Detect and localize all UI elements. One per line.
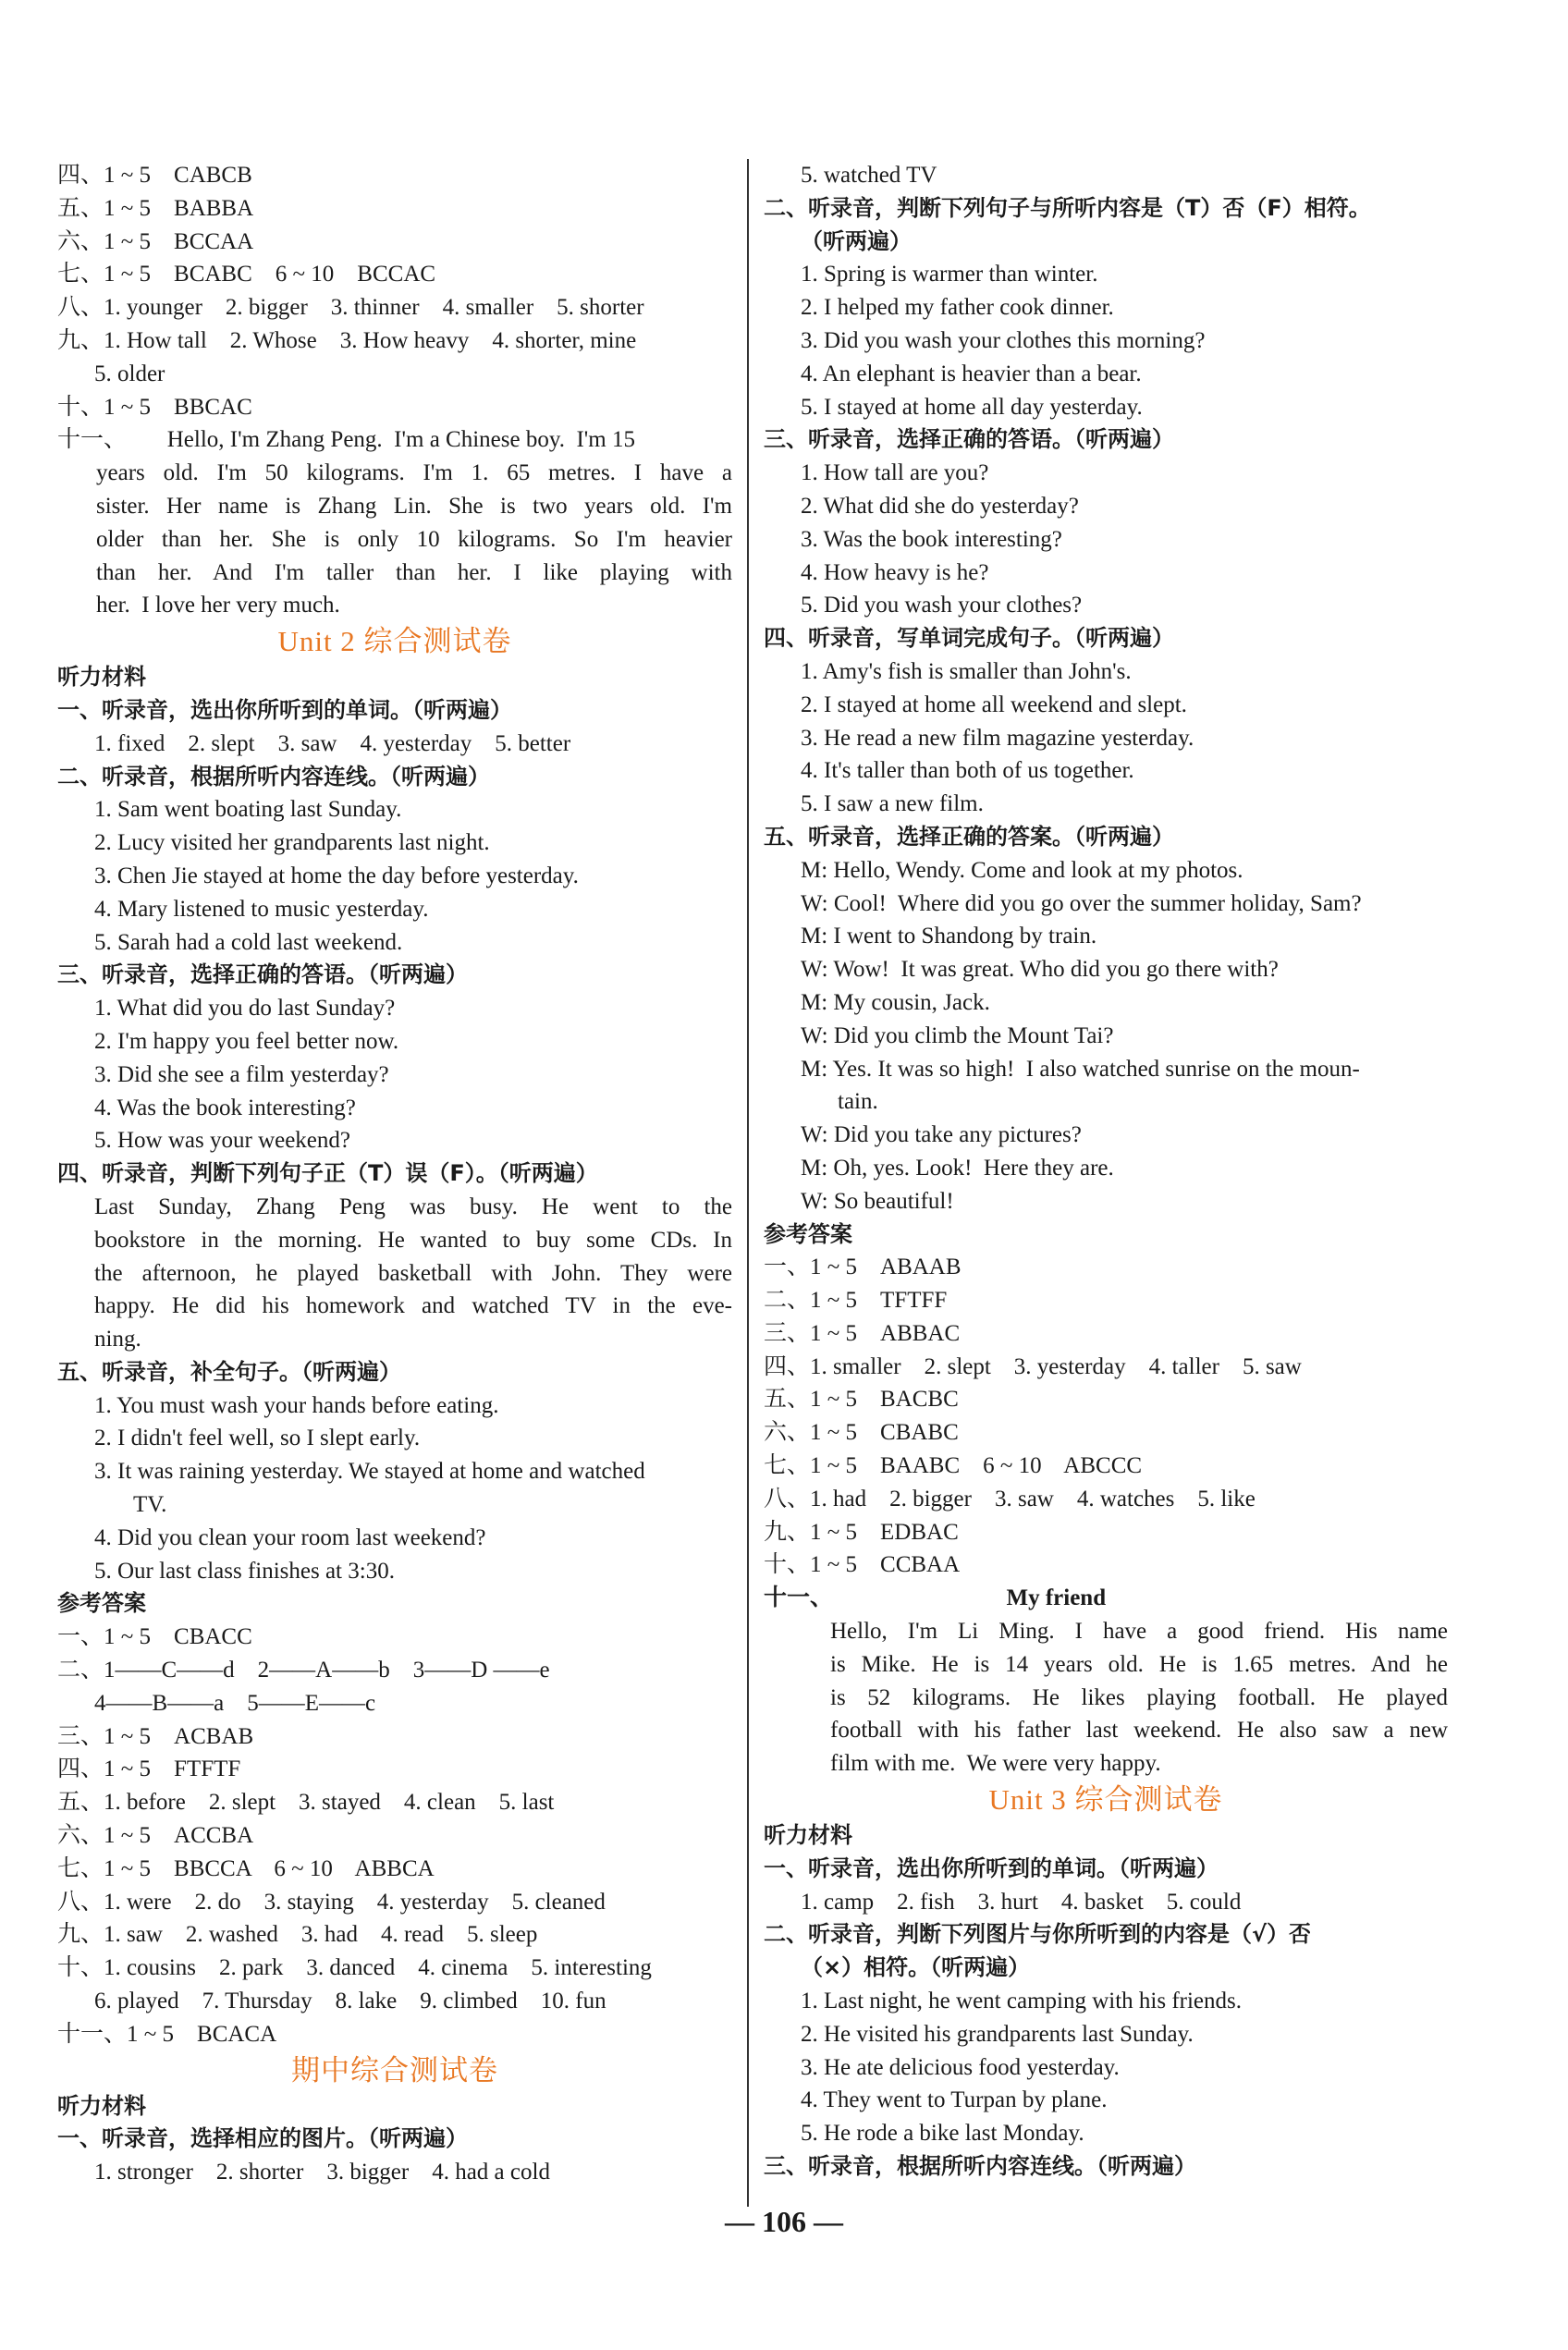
section-heading: 五、听录音，选择正确的答案。（听两遍） bbox=[764, 823, 1174, 850]
text-line: 4. How heavy is he? bbox=[801, 559, 989, 585]
text-line: TV. bbox=[133, 1492, 167, 1518]
text-line: 三、1 ~ 5 ABBAC bbox=[764, 1320, 961, 1346]
text-line: 3. He ate delicious food yesterday. bbox=[801, 2054, 1120, 2080]
section-heading: 四、听录音，判断下列句子正（T）误（F）。（听两遍） bbox=[57, 1160, 598, 1187]
text-line: 3. Did you wash your clothes this morning? bbox=[801, 327, 1206, 353]
section-heading: 二、听录音，判断下列图片与你所听到的内容是（√）否 bbox=[764, 1921, 1312, 1948]
text-line: M: My cousin, Jack. bbox=[801, 989, 990, 1015]
text-line: 八、1. younger 2. bigger 3. thinner 4. smaller 5. shorter bbox=[57, 295, 644, 321]
text-line: Last Sunday, Zhang Peng was busy. He went to the bbox=[94, 1193, 732, 1219]
text-line: M: I went to Shandong by train. bbox=[801, 924, 1097, 949]
text-line: M: Yes. It was so high! I also watched sunrise on the moun- bbox=[801, 1056, 1360, 1082]
section-title: Unit 2 综合测试卷 bbox=[277, 625, 512, 658]
text-line: 4. An elephant is heavier than a bear. bbox=[801, 361, 1142, 386]
text-line: 三、1 ~ 5 ACBAB bbox=[57, 1723, 254, 1749]
text-line: older than her. She is only 10 kilograms. So I'm heavier bbox=[96, 526, 732, 552]
text-line: 2. I helped my father cook dinner. bbox=[801, 295, 1114, 321]
text-line: Hello, I'm Li Ming. I have a good friend. His name bbox=[830, 1619, 1448, 1645]
text-line: happy. He did his homework and watched TV in the eve- bbox=[94, 1293, 732, 1319]
text-line: 六、1 ~ 5 BCCAA bbox=[57, 228, 254, 254]
text-line: 5. Sarah had a cold last weekend. bbox=[94, 929, 403, 955]
text-line: 二、1——C——d 2——A——b 3——D ——e bbox=[57, 1658, 550, 1683]
section-heading: 一、听录音，选择相应的图片。（听两遍） bbox=[57, 2125, 468, 2152]
text-line: 十、1 ~ 5 BBCAC bbox=[57, 394, 252, 420]
text-line: 1. Last night, he went camping with his friends. bbox=[801, 1989, 1243, 2014]
text-line: 五、1. before 2. slept 3. stayed 4. clean 5. last bbox=[57, 1790, 555, 1816]
section-title: Unit 3 综合测试卷 bbox=[988, 1783, 1223, 1817]
page-number: — 106 — bbox=[725, 2205, 843, 2238]
section-heading: 参考答案 bbox=[764, 1220, 852, 1247]
text-line: 九、1. saw 2. washed 3. had 4. read 5. sleep bbox=[57, 1922, 538, 1948]
text-line: M: Oh, yes. Look! Here they are. bbox=[801, 1155, 1114, 1181]
section-heading: 三、听录音，选择正确的答语。（听两遍） bbox=[764, 426, 1174, 453]
right-column bbox=[764, 159, 1448, 2184]
text-line: the afternoon, he played basketball with John. They were bbox=[94, 1260, 732, 1286]
text-line: 2. What did she do yesterday? bbox=[801, 493, 1079, 519]
text-line: 十一、 Hello, I'm Zhang Peng. I'm a Chinese boy. I'm 15 bbox=[57, 427, 636, 453]
text-line: 3. Chen Jie stayed at home the day before yesterday. bbox=[94, 863, 579, 888]
text-line: is 52 kilograms. He likes playing football. He played bbox=[830, 1684, 1448, 1710]
text-line: 5. How was your weekend? bbox=[94, 1128, 351, 1154]
section-heading: 一、听录音，选出你所听到的单词。（听两遍） bbox=[57, 696, 512, 723]
text-line: 3. It was raining yesterday. We stayed at home and watched bbox=[94, 1459, 645, 1485]
section-heading: 四、听录音，写单词完成句子。（听两遍） bbox=[764, 625, 1174, 652]
text-line: 1. camp 2. fish 3. hurt 4. basket 5. could bbox=[801, 1889, 1242, 1915]
text-line: W: So beautiful! bbox=[801, 1188, 954, 1214]
text-line: tain. bbox=[838, 1089, 878, 1115]
text-line: 十一、1 ~ 5 BCACA bbox=[57, 2021, 277, 2047]
text-line: 1. You must wash your hands before eating. bbox=[94, 1392, 499, 1418]
section-heading: 一、听录音，选出你所听到的单词。（听两遍） bbox=[764, 1854, 1219, 1881]
text-line: 5. Our last class finishes at 3:30. bbox=[94, 1558, 395, 1584]
text-line: her. I love her very much. bbox=[96, 593, 340, 618]
text-line: 5. watched TV bbox=[801, 163, 937, 188]
text-line: 5. He rode a bike last Monday. bbox=[801, 2121, 1084, 2147]
text-line: 4. Did you clean your room last weekend? bbox=[94, 1524, 486, 1550]
text-line: 1. Spring is warmer than winter. bbox=[801, 262, 1098, 288]
text-line: 1. Amy's fish is smaller than John's. bbox=[801, 658, 1132, 684]
text-line: 五、1 ~ 5 BACBC bbox=[764, 1387, 959, 1413]
text-line: 3. Did she see a film yesterday? bbox=[94, 1061, 389, 1087]
section-heading: 参考答案 bbox=[57, 1590, 146, 1617]
text-line: 2. He visited his grandparents last Sunday. bbox=[801, 2021, 1194, 2047]
text-line: 4. They went to Turpan by plane. bbox=[801, 2087, 1108, 2113]
text-line: 4. Was the book interesting? bbox=[94, 1095, 356, 1120]
text-line: 4——B——a 5——E——c bbox=[94, 1690, 376, 1716]
text-line: 一、1 ~ 5 CBACC bbox=[57, 1624, 252, 1650]
text-line: bookstore in the morning. He wanted to buy some CDs. In bbox=[94, 1227, 732, 1253]
section-title: 期中综合测试卷 bbox=[291, 2053, 498, 2087]
text-line: 四、1 ~ 5 CABCB bbox=[57, 163, 252, 188]
text-line: 2. Lucy visited her grandparents last night. bbox=[94, 830, 490, 856]
text-line: 1. How tall are you? bbox=[801, 460, 989, 486]
text-line: 4. Mary listened to music yesterday. bbox=[94, 896, 429, 922]
text-line: 四、1 ~ 5 FTFTF bbox=[57, 1756, 241, 1782]
text-line: 1. Sam went boating last Sunday. bbox=[94, 797, 402, 823]
section-heading: （听两遍） bbox=[801, 227, 912, 254]
text-line: 五、1 ~ 5 BABBA bbox=[57, 195, 254, 221]
section-heading: （×）相符。（听两遍） bbox=[801, 1954, 1031, 1981]
text-line: W: Did you climb the Mount Tai? bbox=[801, 1022, 1114, 1048]
text-line: sister. Her name is Zhang Lin. She is two years old. I'm bbox=[96, 493, 732, 519]
text-line: 5. Did you wash your clothes? bbox=[801, 593, 1083, 618]
text-line: M: Hello, Wendy. Come and look at my photos. bbox=[801, 857, 1243, 883]
text-line: 八、1. were 2. do 3. staying 4. yesterday 5. cleaned bbox=[57, 1889, 606, 1915]
text-line: 四、1. smaller 2. slept 3. yesterday 4. taller 5. saw bbox=[764, 1353, 1302, 1379]
text-line: 2. I didn't feel well, so I slept early. bbox=[94, 1426, 421, 1451]
text-line: 3. Was the book interesting? bbox=[801, 526, 1062, 552]
text-line: 七、1 ~ 5 BCABC 6 ~ 10 BCCAC bbox=[57, 262, 436, 288]
text-line: 八、1. had 2. bigger 3. saw 4. watches 5. like bbox=[764, 1486, 1256, 1512]
text-line: 九、1. How tall 2. Whose 3. How heavy 4. shorter, mine bbox=[57, 327, 637, 353]
text-line: 5. I stayed at home all day yesterday. bbox=[801, 394, 1143, 420]
section-heading: 听力材料 bbox=[57, 664, 146, 691]
section-heading: 五、听录音，补全句子。（听两遍） bbox=[57, 1358, 401, 1385]
text-line: years old. I'm 50 kilograms. I'm 1. 65 metres. I have a bbox=[96, 460, 732, 486]
text-line: W: Cool! Where did you go over the summer holiday, Sam? bbox=[801, 890, 1362, 916]
text-line: ning. bbox=[94, 1327, 141, 1352]
text-line: 2. I stayed at home all weekend and slept. bbox=[801, 692, 1187, 717]
section-heading: 听力材料 bbox=[57, 2092, 146, 2119]
text-line: 十、1. cousins 2. park 3. danced 4. cinema 5. interesting bbox=[57, 1955, 652, 1981]
left-column bbox=[57, 159, 732, 2189]
text-line: 3. He read a new film magazine yesterday. bbox=[801, 725, 1194, 751]
essay-title: 十一、 My friend bbox=[764, 1585, 1107, 1611]
section-heading: 三、听录音，根据所听内容连线。（听两遍） bbox=[764, 2153, 1196, 2180]
text-line: film with me. We were very happy. bbox=[830, 1751, 1161, 1777]
text-line: 4. It's taller than both of us together. bbox=[801, 758, 1134, 784]
text-line: 1. What did you do last Sunday? bbox=[94, 996, 396, 1022]
text-line: 一、1 ~ 5 ABAAB bbox=[764, 1255, 962, 1280]
text-line: 六、1 ~ 5 CBABC bbox=[764, 1420, 959, 1446]
text-line: than her. And I'm taller than her. I like playing with bbox=[96, 559, 732, 585]
text-line: football with his father last weekend. He also saw a new bbox=[830, 1718, 1448, 1744]
text-line: 六、1 ~ 5 ACCBA bbox=[57, 1823, 254, 1849]
text-line: 十、1 ~ 5 CCBAA bbox=[764, 1552, 961, 1578]
column-divider bbox=[747, 159, 749, 2207]
section-heading: 听力材料 bbox=[764, 1822, 852, 1849]
text-line: 1. fixed 2. slept 3. saw 4. yesterday 5. better bbox=[94, 730, 571, 756]
section-heading: 二、听录音，判断下列句子与所听内容是（T）否（F）相符。 bbox=[764, 194, 1371, 221]
text-line: is Mike. He is 14 years old. He is 1.65 metres. And he bbox=[830, 1651, 1448, 1677]
text-line: 5. I saw a new film. bbox=[801, 791, 984, 817]
section-heading: 三、听录音，选择正确的答语。（听两遍） bbox=[57, 961, 468, 988]
text-line: 九、1 ~ 5 EDBAC bbox=[764, 1519, 959, 1545]
text-line: 二、1 ~ 5 TFTFF bbox=[764, 1288, 948, 1314]
section-heading: 二、听录音，根据所听内容连线。（听两遍） bbox=[57, 763, 490, 789]
text-line: 5. older bbox=[94, 361, 165, 386]
text-line: W: Did you take any pictures? bbox=[801, 1122, 1082, 1148]
text-line: 七、1 ~ 5 BBCCA 6 ~ 10 ABBCA bbox=[57, 1855, 435, 1881]
text-line: 6. played 7. Thursday 8. lake 9. climbed 10. fun bbox=[94, 1989, 606, 2014]
text-line: 1. stronger 2. shorter 3. bigger 4. had a cold bbox=[94, 2160, 550, 2185]
text-line: 2. I'm happy you feel better now. bbox=[94, 1028, 399, 1054]
text-line: W: Wow! It was great. Who did you go there with? bbox=[801, 957, 1279, 983]
text-line: 七、1 ~ 5 BAABC 6 ~ 10 ABCCC bbox=[764, 1453, 1143, 1479]
